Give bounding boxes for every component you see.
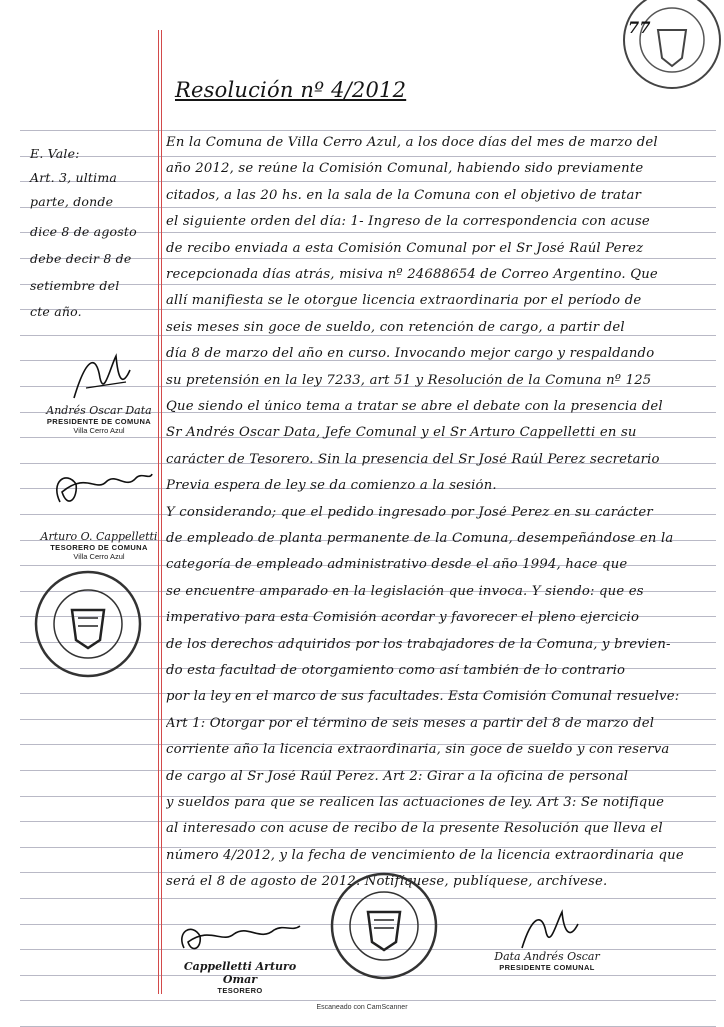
body-text-line: Sr Andrés Oscar Data, Jefe Comunal y el Sr Arturo Cappelletti en su [166, 426, 637, 440]
signature-block-cappelletti-bottom [170, 960, 310, 995]
body-text-line: día 8 de marzo del año en curso. Invocando mejor cargo y respaldando [166, 347, 655, 361]
body-text-line: al interesado con acuse de recibo de la presente Resolución que lleva el [166, 822, 663, 836]
signer-role: PRESIDENTE COMUNAL [499, 963, 595, 972]
margin-note-line: cte año. [30, 304, 82, 319]
body-text-line: imperativo para esta Comisión acordar y favorecer el pleno ejercicio [166, 611, 640, 625]
ruled-line [20, 130, 716, 131]
margin-note-line: E. Vale: [30, 146, 80, 161]
body-text-line: el siguiente orden del día: 1- Ingreso de la correspondencia con acuse [166, 215, 650, 229]
signature-data-left [66, 348, 136, 408]
signer-name: Arturo O. Cappelletti [40, 530, 158, 543]
scanner-footer: Escaneado con CamScanner [316, 1004, 408, 1011]
signature-cappelletti-left [46, 462, 156, 518]
body-text-line: su pretensión en la ley 7233, art 51 y Resolución de la Comuna nº 125 [166, 373, 652, 387]
signature-block-data-left [40, 404, 158, 435]
signer-name: Data Andrés Oscar [494, 950, 600, 963]
body-text-line: seis meses sin goce de sueldo, con retención de cargo, a partir del [166, 320, 625, 334]
page-title: Resolución nº 4/2012 [175, 78, 407, 102]
page-number: 77 [628, 18, 651, 37]
body-text-line: Y considerando; que el pedido ingresado por José Perez en su carácter [166, 505, 653, 519]
signer-name: Andrés Oscar Data [46, 404, 152, 417]
ruled-line [20, 847, 716, 848]
body-text-line: corriente año la licencia extraordinaria, sin goce de sueldo y con reserva [166, 743, 670, 757]
ruled-line [20, 335, 716, 336]
margin-note-line: Art. 3, ultima [30, 170, 118, 185]
body-text-line: carácter de Tesorero. Sin la presencia del Sr José Raúl Perez secretario [166, 452, 660, 466]
signer-place: Villa Cerro Azul [73, 552, 125, 561]
signer-role: TESORERO [217, 986, 263, 995]
body-text-line: En la Comuna de Villa Cerro Azul, a los doce días del mes de marzo del [166, 136, 658, 150]
body-text-line: de cargo al Sr José Raúl Perez. Art 2: Girar a la oficina de personal [166, 769, 629, 783]
seal-left [32, 568, 144, 680]
margin-note-line: parte, donde [30, 194, 114, 209]
body-text-line: categoría de empleado administrativo desde el año 1994, hace que [166, 558, 628, 572]
signature-cappelletti-bottom [174, 918, 304, 960]
body-text-line: de empleado de planta permanente de la Comuna, desempeñándose en la [166, 532, 674, 546]
signature-block-cappelletti-left [40, 530, 158, 561]
body-text-line: allí manifiesta se le otorgue licencia extraordinaria por el período de [166, 294, 642, 308]
margin-note-line: setiembre del [30, 278, 120, 293]
signature-block-data-bottom [480, 950, 614, 972]
seal-bottom [328, 870, 440, 982]
body-text-line: de los derechos adquiridos por los trabajadores de la Comuna, y brevien- [166, 637, 671, 651]
body-text-line: será el 8 de agosto de 2012. Notifíquese, publíquese, archívese. [166, 875, 608, 889]
seal-top-right [600, 0, 724, 100]
body-text-line: Que siendo el único tema a tratar se abre el debate con la presencia del [166, 400, 663, 414]
body-text-line: y sueldos para que se realicen las actuaciones de ley. Art 3: Se notifique [166, 796, 665, 810]
body-text-line: do esta facultad de otorgamiento como así también de lo contrario [166, 664, 626, 678]
margin-line [161, 30, 162, 994]
margin-note-line: debe decir 8 de [30, 251, 132, 266]
body-text-line: número 4/2012, y la fecha de vencimiento de la licencia extraordinaria que [166, 848, 684, 862]
signature-data-bottom [514, 906, 584, 956]
body-text-line: Previa espera de ley se da comienzo a la sesión. [166, 479, 497, 493]
body-text-line: citados, a las 20 hs. en la sala de la Comuna con el objetivo de tratar [166, 188, 642, 202]
body-text-line: se encuentre amparado en la legislación que invoca. Y siendo: que es [166, 584, 644, 598]
body-text-line: por la ley en el marco de sus facultades. Esta Comisión Comunal resuelve: [166, 690, 680, 704]
signer-role: PRESIDENTE DE COMUNA [46, 417, 152, 426]
ruled-line [20, 1000, 716, 1001]
margin-note-line: dice 8 de agosto [30, 224, 137, 239]
signer-place: Villa Cerro Azul [73, 426, 125, 435]
body-text-line: recepcionada días atrás, misiva nº 24688654 de Correo Argentino. Que [166, 268, 658, 282]
body-text-line: Art 1: Otorgar por el término de seis meses a partir del 8 de marzo del [166, 716, 655, 730]
signer-name: Cappelletti Arturo Omar [183, 960, 297, 986]
body-text-line: de recibo enviada a esta Comisión Comunal por el Sr José Raúl Perez [166, 241, 644, 255]
margin-line [158, 30, 159, 994]
body-text-line: año 2012, se reúne la Comisión Comunal, habiendo sido previamente [166, 162, 644, 176]
signer-role: TESORERO DE COMUNA [50, 543, 148, 552]
